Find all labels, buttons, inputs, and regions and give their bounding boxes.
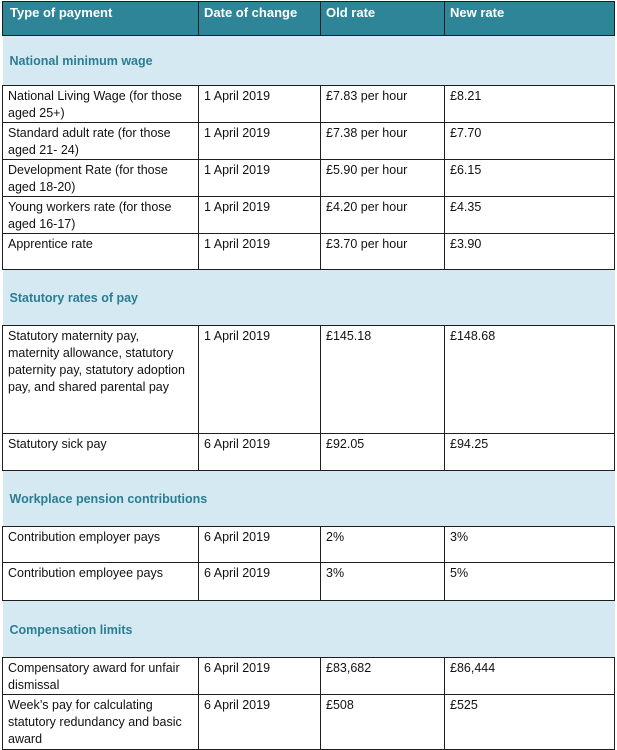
cell-old-rate: £92.05 [321, 434, 445, 471]
cell-new-rate: £4.35 [445, 197, 615, 234]
section-title: Statutory rates of pay [3, 270, 615, 326]
table-row [3, 434, 615, 471]
cell-old-rate: £5.90 per hour [321, 160, 445, 197]
cell-old-rate: 3% [321, 563, 445, 601]
cell-old-rate: £7.38 per hour [321, 123, 445, 160]
cell-date: 6 April 2019 [199, 563, 321, 601]
rates-table [2, 1, 615, 750]
cell-old-rate: 2% [321, 527, 445, 563]
cell-new-rate: £94.25 [445, 434, 615, 471]
table-row [3, 197, 615, 234]
section-title: National minimum wage [3, 36, 615, 86]
table-row [3, 160, 615, 197]
cell-type: National Living Wage (for those aged 25+) [3, 86, 199, 123]
table-row [3, 234, 615, 270]
table-row [3, 527, 615, 563]
cell-old-rate: £7.83 per hour [321, 86, 445, 123]
cell-old-rate: £3.70 per hour [321, 234, 445, 270]
cell-date: 1 April 2019 [199, 326, 321, 434]
cell-date: 1 April 2019 [199, 234, 321, 270]
cell-date: 6 April 2019 [199, 658, 321, 695]
cell-type: Compensatory award for unfair dismissal [3, 658, 199, 695]
cell-type: Young workers rate (for those aged 16-17) [3, 197, 199, 234]
cell-date: 1 April 2019 [199, 197, 321, 234]
table-row [3, 86, 615, 123]
cell-date: 6 April 2019 [199, 695, 321, 750]
cell-new-rate: £525 [445, 695, 615, 750]
cell-type: Contribution employee pays [3, 563, 199, 601]
table-row [3, 658, 615, 695]
table-row [3, 563, 615, 601]
cell-new-rate: £148.68 [445, 326, 615, 434]
cell-date: 1 April 2019 [199, 160, 321, 197]
cell-old-rate: £83,682 [321, 658, 445, 695]
header-date: Date of change [199, 2, 321, 36]
cell-type: Standard adult rate (for those aged 21- 24) [3, 123, 199, 160]
header-old-rate: Old rate [321, 2, 445, 36]
header-new-rate: New rate [445, 2, 615, 36]
table-row [3, 326, 615, 434]
header-row [3, 2, 615, 36]
cell-type: Statutory sick pay [3, 434, 199, 471]
table-row [3, 695, 615, 750]
table-row [3, 123, 615, 160]
cell-new-rate: £7.70 [445, 123, 615, 160]
cell-date: 1 April 2019 [199, 86, 321, 123]
cell-new-rate: £6.15 [445, 160, 615, 197]
cell-type: Statutory maternity pay, maternity allowance, statutory paternity pay, statutory adoption pay, and shared parental pay [3, 326, 199, 434]
cell-new-rate: 3% [445, 527, 615, 563]
cell-new-rate: £86,444 [445, 658, 615, 695]
cell-new-rate: £8.21 [445, 86, 615, 123]
section-header [3, 601, 615, 658]
header-type: Type of payment [3, 2, 199, 36]
section-title: Compensation limits [3, 601, 615, 658]
cell-old-rate: £145.18 [321, 326, 445, 434]
section-header [3, 36, 615, 86]
cell-type: Apprentice rate [3, 234, 199, 270]
cell-old-rate: £508 [321, 695, 445, 750]
cell-new-rate: £3.90 [445, 234, 615, 270]
section-header [3, 471, 615, 527]
cell-type: Contribution employer pays [3, 527, 199, 563]
cell-old-rate: £4.20 per hour [321, 197, 445, 234]
cell-date: 6 April 2019 [199, 434, 321, 471]
cell-type: Development Rate (for those aged 18-20) [3, 160, 199, 197]
section-title: Workplace pension contributions [3, 471, 615, 527]
cell-new-rate: 5% [445, 563, 615, 601]
cell-type: Week’s pay for calculating statutory redundancy and basic award [3, 695, 199, 750]
cell-date: 6 April 2019 [199, 527, 321, 563]
cell-date: 1 April 2019 [199, 123, 321, 160]
section-header [3, 270, 615, 326]
